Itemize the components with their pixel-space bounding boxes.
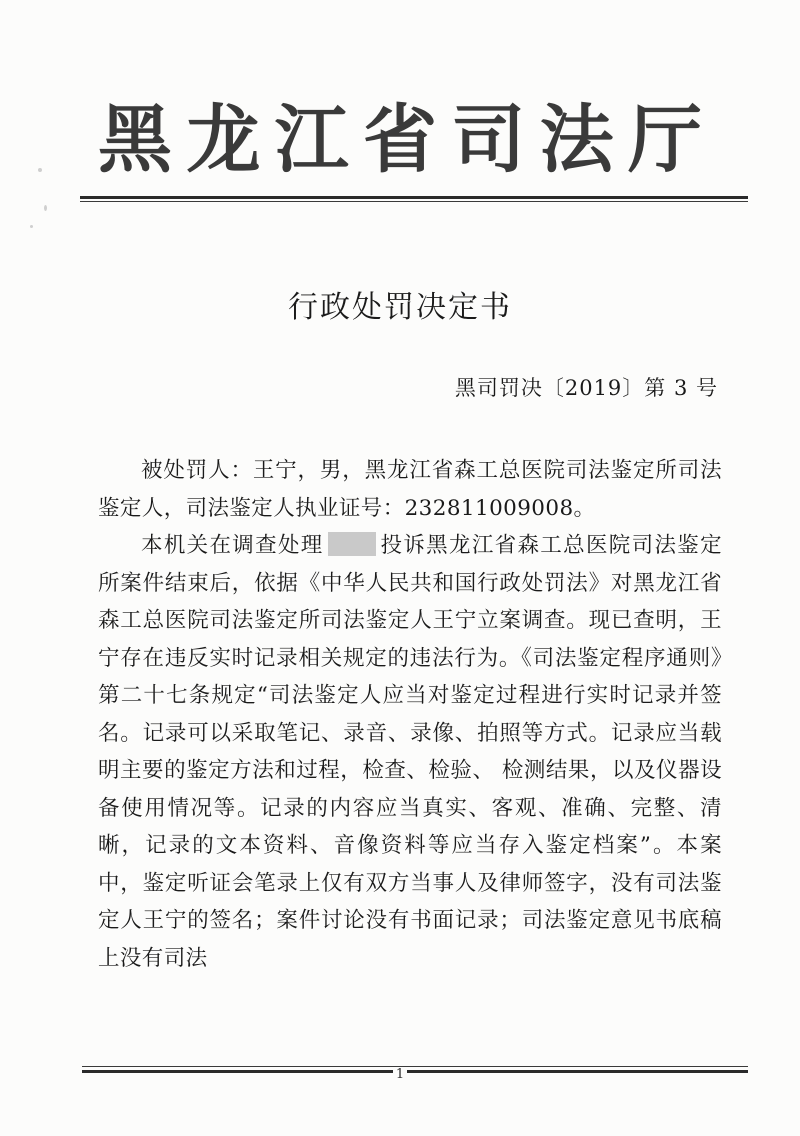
header-char: 龙 [186,97,261,183]
header-char: 江 [274,97,349,183]
header-char: 司 [451,97,526,183]
header-char: 法 [539,97,614,183]
header-rule-thin [80,201,748,202]
header-char: 厅 [627,97,702,183]
header-rule-thick [80,196,748,199]
footer-rule-thin [82,1066,748,1067]
header-char: 省 [362,97,437,183]
redacted-name-block [328,532,376,556]
scan-artifact [44,205,47,211]
scan-artifact [38,168,42,172]
findings-text-start: 本机关在调查处理 [141,533,324,558]
scan-artifact [30,225,33,228]
findings-text-rest: 投诉黑龙江省森工总医院司法鉴定所案件结束后，依据《中华人民共和国行政处罚法》对黑龙江省森工总医院司法鉴定所司法鉴定人王宁立案调查。现已查明，王宁存在违反实时记录相关规定的违法行为。《司法鉴定程序通则》第二十七条规定“司法鉴定人应当对鉴定过程进行实时记录并签名。记录可以采取笔记、录音、录像、拍照等方式。记录应当载明主要的鉴定方法和过程，检查、检验、 检测结果，以及仪器设备使用情况等。记录的内容应当真实、客观、准确、完整、清晰，记录的文本资料、音像资料等应当存入鉴定档案”。本案中，鉴定听证会笔录上仅有双方当事人及律师签字，没有司法鉴定人王宁的签名；案件讨论没有书面记录；司法鉴定意见书底稿上没有司法 [98,533,722,971]
page-number [0,1068,800,1082]
paragraph-findings [98,527,722,977]
page-number-text: 1 [393,1067,407,1082]
paragraph-respondent: 被处罚人：王宁，男，黑龙江省森工总医院司法鉴定所司法鉴定人，司法鉴定人执业证号：232811009008。 [98,458,722,521]
document-number: 黑司罚决〔2019〕第 3 号 [454,376,718,400]
header-char: 黑 [98,97,172,183]
document-body [98,452,722,977]
document-title: 行政处罚决定书 [288,290,512,325]
organization-header [60,95,740,185]
